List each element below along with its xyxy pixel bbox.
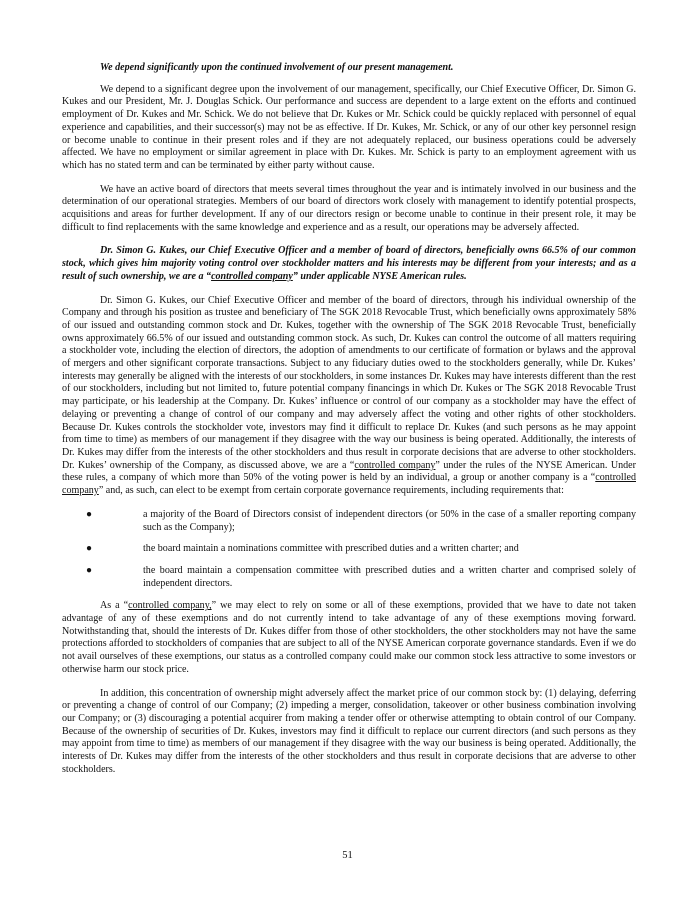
paragraph-text-part: ” under the rules of the NYSE American. Under these rules, a company of which more than 50% of the voting power is held by an individual, a group or another company is a “ xyxy=(62,459,636,484)
bullet-icon: ● xyxy=(86,564,93,576)
bullet-icon: ● xyxy=(86,543,93,555)
paragraph-management-dependence: We depend to a significant degree upon the involvement of our management, specifically, our Chief Executive Officer, Dr. Simon G. Kukes and our President, Mr. J. Douglas Schick. Our performance and success are dependent to a large extent on the efforts and continued employment of Dr. Kukes and Mr. Schick. We do not believe that Dr. Kukes or Mr. Schick could be quickly replaced with personnel of equal experience and capabilities, and their successor(s) may not be as effective. If Dr. Kukes, Mr. Schick, or any of our other key personnel resign or become unable to continue in their present roles and if they are not adequately replaced, our business operations could be adversely affected. We have no employment or similar agreement in place with Dr. Kukes. Mr. Schick is party to an employment agreement with us which has no stated term and can be terminated by either party without cause. xyxy=(62,83,636,171)
paragraph-kukes-ownership xyxy=(62,295,636,498)
paragraph-exemptions xyxy=(62,600,636,676)
requirements-list xyxy=(62,509,636,591)
paragraph-market-price-effects: In addition, this concentration of ownership might adversely affect the market price of our common stock by: (1) delaying, deferring or preventing a change of control of our Company; (2) impeding a merger, consolidation, takeover or other business combination involving our Company; or (3) discouraging a potential acquirer from making a tender offer or otherwise attempting to obtain control of our Company. Because of the ownership of securities of Dr. Kukes, investors may find it difficult to replace our current directors (and such persons as they may appoint from time to time) as members of our management if they disagree with the way our business is being operated. Additionally, the interests of Dr. Kukes may differ from the interests of the other stockholders and thus result in corporate decisions that are adverse to other stockholders. xyxy=(62,687,636,775)
page-number: 51 xyxy=(342,850,353,861)
controlled-company-term: controlled company xyxy=(62,472,636,497)
section-heading-controlled-company xyxy=(62,245,636,283)
controlled-company-term: controlled company, xyxy=(128,600,212,612)
list-item xyxy=(62,565,636,590)
paragraph-board-of-directors: We have an active board of directors that meets several times throughout the year and is intimately involved in our business and the determination of our operational strategies. Members of our board of directors work closely with management to identify potential prospects, acquisitions and areas for further development. If any of our directors resign or become unable to continue in their present role, it may be difficult to find replacements with the same knowledge and experience and as a result, our operations may be adversely affected. xyxy=(62,183,636,233)
paragraph-text-part: ” and, as such, can elect to be exempt from certain corporate governance requirements, including requirements that: xyxy=(98,485,564,497)
section-heading-management: We depend significantly upon the continued involvement of our present management. xyxy=(100,62,454,73)
list-item xyxy=(62,509,636,534)
controlled-company-term: controlled company xyxy=(211,270,293,282)
list-item xyxy=(62,543,636,556)
document-page xyxy=(62,62,636,787)
paragraph-text-part: As a “ xyxy=(100,600,129,612)
list-item-text: a majority of the Board of Directors consist of independent directors (or 50% in the case of a smaller reporting company such as the Company); xyxy=(143,508,636,533)
heading-text-part: ” under applicable NYSE American rules. xyxy=(292,270,467,282)
list-item-text: the board maintain a compensation committee with prescribed duties and a written charter and comprised solely of independent directors. xyxy=(143,564,636,589)
controlled-company-term: controlled company xyxy=(354,459,436,471)
paragraph-text-part: Dr. Simon G. Kukes, our Chief Executive Officer and member of the board of directors, through his individual ownership of the Company and through his position as trustee and beneficiary of The SGK 2018 Revocable Trust, which beneficially owns approximately 58% of our issued and outstanding common stock and Dr. Kukes, together with the ownership of The SGK 2018 Revocable Trust, beneficially owns approximately 66.5% of our issued and outstanding common stock. As such, Dr. Kukes can control the outcome of all matters requiring a stockholder vote, including the election of directors, the adoption of amendments to our certificate of formation or bylaws and the approval of mergers and other significant corporate transactions. Subject to any fiduciary duties owed to the stockholders generally, while Dr. Kukes’ interests may generally be aligned with the interests of our stockholders, in some instances Dr. Kukes may have interests different than the rest of our stockholders, including but not limited to, future potential company financings in which Dr. Kukes or The SGK 2018 Revocable Trust may participate, or his leadership at the Company. Dr. Kukes’ influence or control of our company as a stockholder may have the effect of delaying or preventing a change of control of our company and may adversely affect the voting and other rights of other stockholders. Because Dr. Kukes controls the stockholder vote, investors may find it difficult to replace Dr. Kukes (and such persons as he may appoint from time to time) as members of our management if they disagree with the way our business is being operated. Additionally, the interests of Dr. Kukes may differ from the interests of the other stockholders and thus result in corporate decisions that are adverse to other stockholders. Dr. Kukes’ ownership of the Company, as discussed above, we are a “ xyxy=(62,294,636,471)
list-item-text: the board maintain a nominations committee with prescribed duties and a written charter; and xyxy=(143,543,519,555)
bullet-icon: ● xyxy=(86,508,93,520)
heading-text-part: Dr. Simon G. Kukes, our Chief Executive Officer and a member of board of directors, beneficially owns 66.5% of our common stock, which gives him majority voting control over stockholder matters and his interests may be different from your interests; and as a result of such ownership, we are a “ xyxy=(62,245,636,282)
paragraph-text-part: ” we may elect to rely on some or all of these exemptions, provided that we have to date not taken advantage of any of these exemptions and do not currently intend to take advantage of any of these exemptions moving forward. Notwithstanding that, should the interests of Dr. Kukes differ from those of other stockholders, the other stockholders may not have the same protections afforded to stockholders of companies that are subject to all of the NYSE American corporate governance standards. Even if we do not avail ourselves of these exemptions, our status as a controlled company could make our common stock less attractive to some investors or otherwise harm our stock price. xyxy=(62,600,637,675)
